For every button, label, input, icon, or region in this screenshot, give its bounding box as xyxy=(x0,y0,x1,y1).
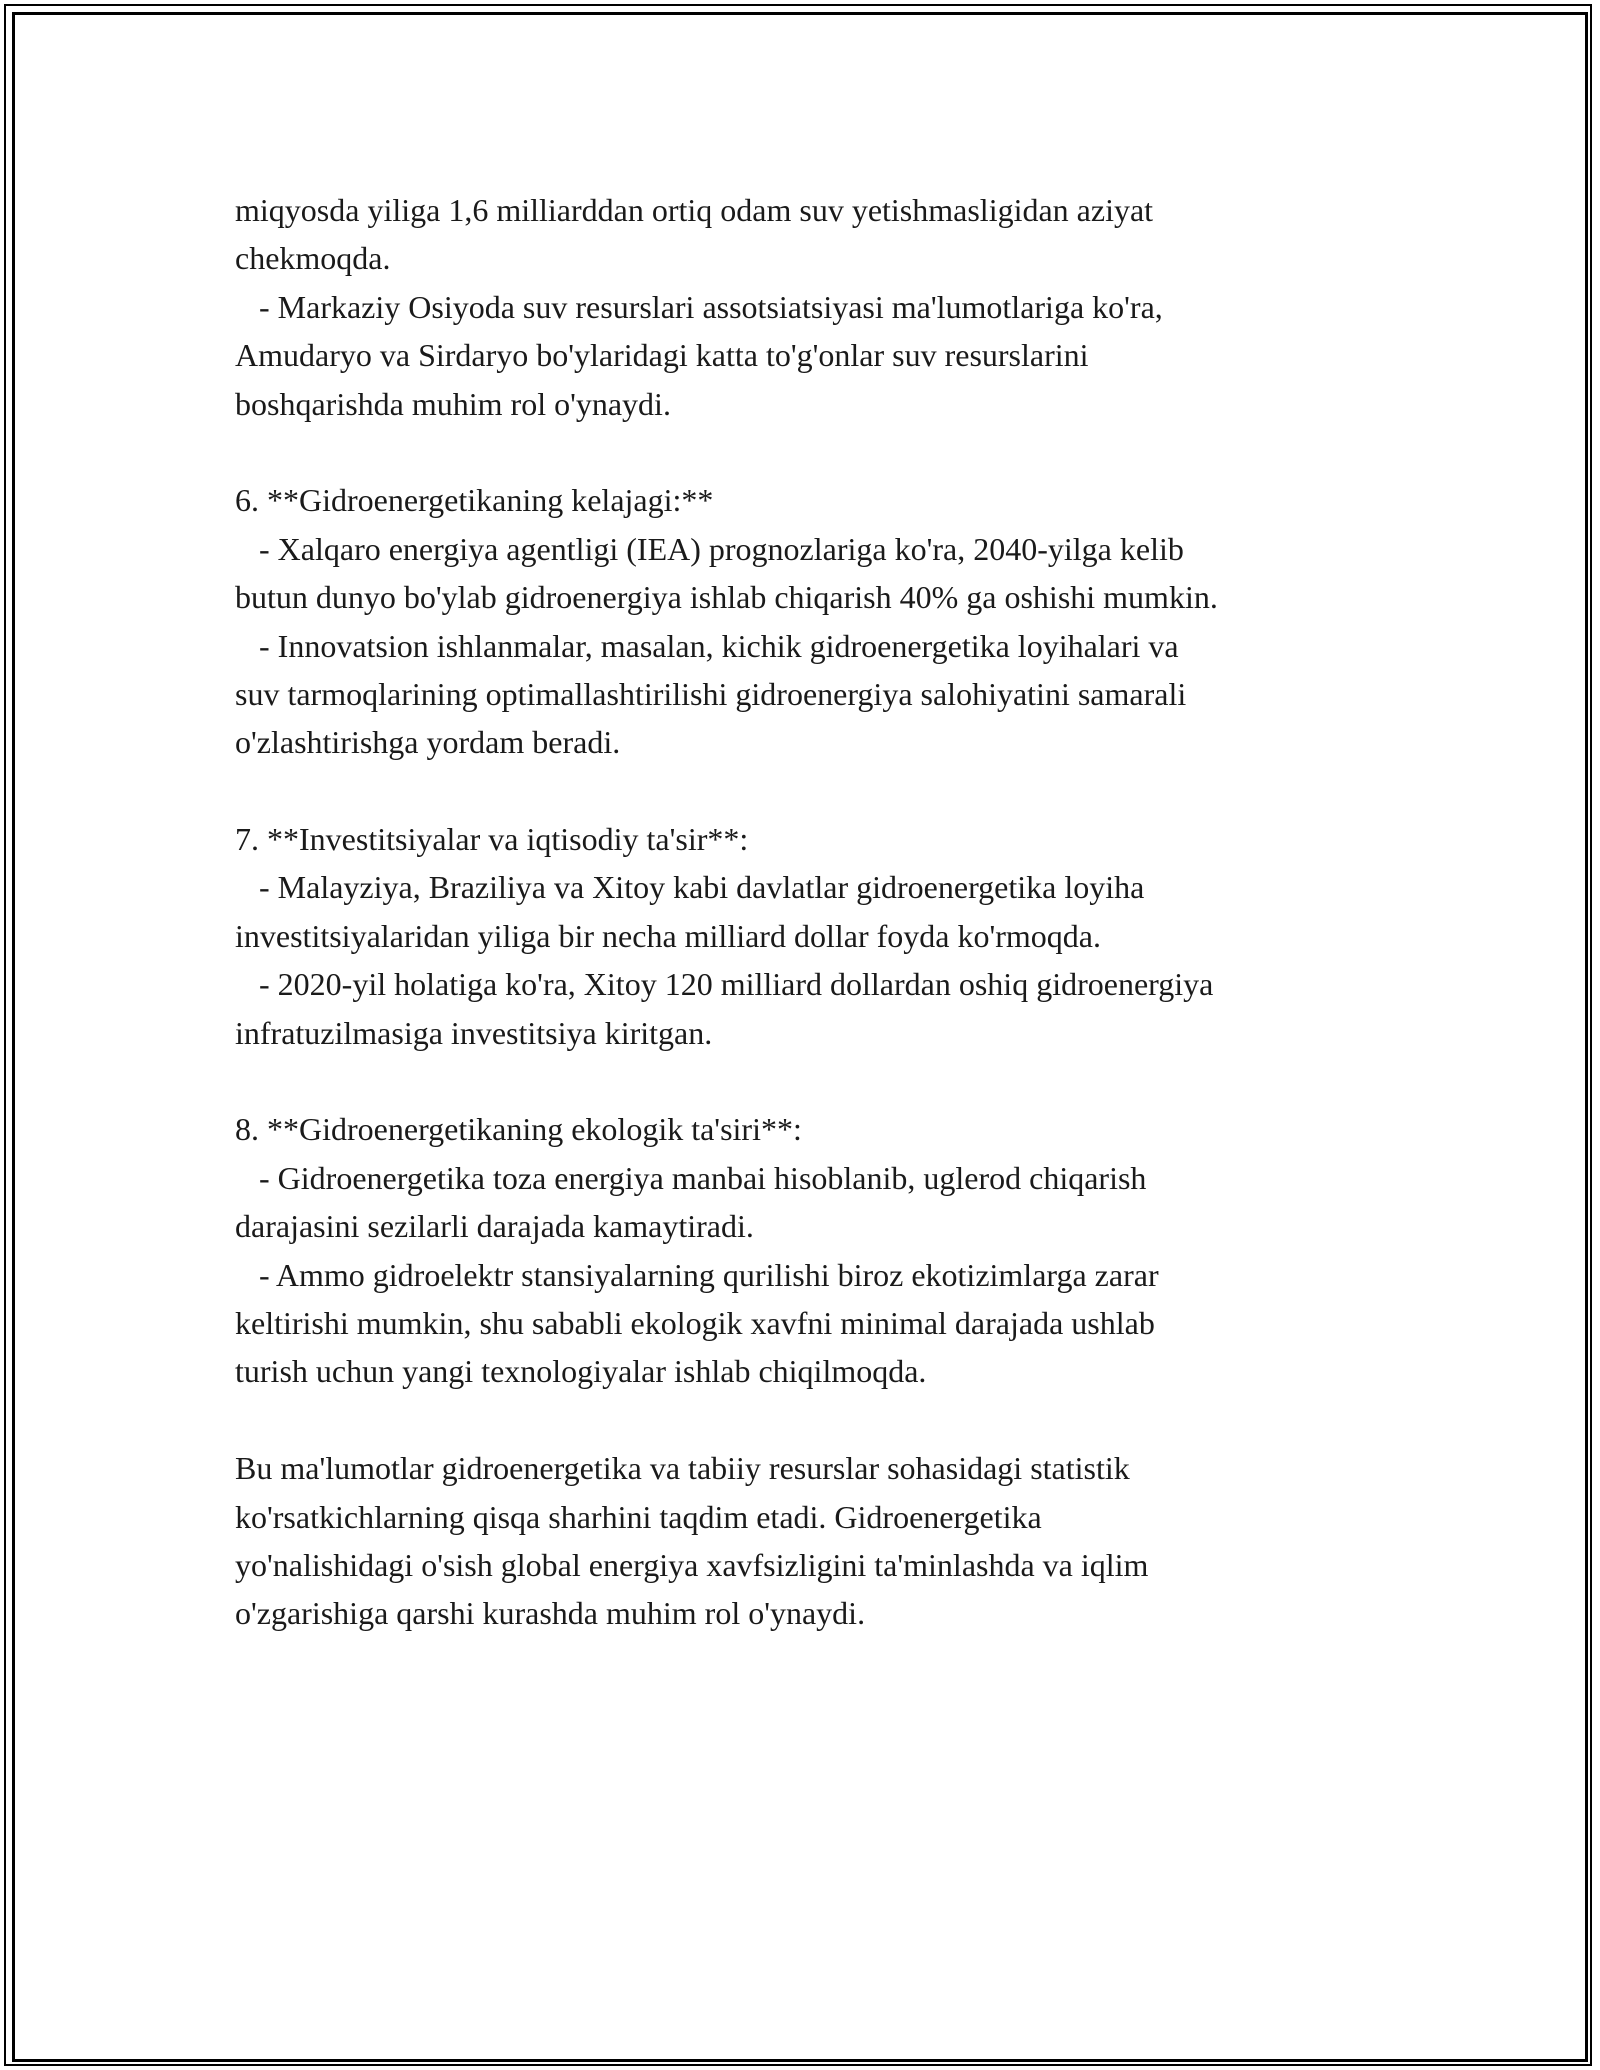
text-line: o'zlashtirishga yordam beradi. xyxy=(235,724,621,761)
text-line: keltirishi mumkin, shu sababli ekologik xavfni minimal darajada ushlab xyxy=(235,1304,1155,1341)
text-line: - Ammo gidroelektr stansiyalarning qurilishi biroz ekotizimlarga zarar xyxy=(235,1256,1159,1293)
intro-paragraph xyxy=(235,186,1415,428)
text-line: chekmoqda. xyxy=(235,240,391,277)
blank-line xyxy=(235,428,1415,476)
text-line: - Markaziy Osiyoda suv resurslari assotsiatsiyasi ma'lumotlariga ko'ra, xyxy=(235,288,1163,325)
text-line: darajasini sezilarli darajada kamaytiradi. xyxy=(235,1208,754,1245)
text-line: suv tarmoqlarining optimallashtirilishi gidroenergiya salohiyatini samarali xyxy=(235,675,1187,712)
text-line: - Malayziya, Braziliya va Xitoy kabi davlatlar gidroenergetika loyiha xyxy=(235,869,1145,906)
blank-line xyxy=(235,1396,1415,1444)
text-line: ko'rsatkichlarning qisqa sharhini taqdim etadi. Gidroenergetika xyxy=(235,1498,1042,1535)
text-line: yo'nalishidagi o'sish global energiya xavfsizligini ta'minlashda va iqlim xyxy=(235,1546,1149,1583)
section-heading: 7. **Investitsiyalar va iqtisodiy ta'sir**: xyxy=(235,821,749,858)
text-line: butun dunyo bo'ylab gidroenergiya ishlab chiqarish 40% ga oshishi mumkin. xyxy=(235,579,1218,616)
section-6 xyxy=(235,476,1415,766)
text-line: - Xalqaro energiya agentligi (IEA) prognozlariga ko'ra, 2040-yilga kelib xyxy=(235,530,1184,567)
blank-line xyxy=(235,1057,1415,1105)
document-body xyxy=(235,186,1415,1638)
text-line: infratuzilmasiga investitsiya kiritgan. xyxy=(235,1014,713,1051)
text-line: - Innovatsion ishlanmalar, masalan, kichik gidroenergetika loyihalari va xyxy=(235,627,1179,664)
text-line: turish uchun yangi texnologiyalar ishlab chiqilmoqda. xyxy=(235,1353,927,1390)
text-line: Amudaryo va Sirdaryo bo'ylaridagi katta to'g'onlar suv resurslarini xyxy=(235,337,1089,374)
blank-line xyxy=(235,767,1415,815)
text-line: boshqarishda muhim rol o'ynaydi. xyxy=(235,385,671,422)
text-line: - 2020-yil holatiga ko'ra, Xitoy 120 milliard dollardan oshiq gidroenergiya xyxy=(235,966,1214,1003)
text-line: - Gidroenergetika toza energiya manbai hisoblanib, uglerod chiqarish xyxy=(235,1159,1147,1196)
text-line: o'zgarishiga qarshi kurashda muhim rol o'ynaydi. xyxy=(235,1595,866,1632)
text-line: investitsiyalaridan yiliga bir necha milliard dollar foyda ko'rmoqda. xyxy=(235,917,1101,954)
conclusion-paragraph xyxy=(235,1444,1415,1638)
section-8 xyxy=(235,1105,1415,1395)
text-line: Bu ma'lumotlar gidroenergetika va tabiiy resurslar sohasidagi statistik xyxy=(235,1450,1130,1487)
section-heading: 8. **Gidroenergetikaning ekologik ta'siri**: xyxy=(235,1111,802,1148)
section-7 xyxy=(235,815,1415,1057)
section-heading: 6. **Gidroenergetikaning kelajagi:** xyxy=(235,482,714,519)
text-line: miqyosda yiliga 1,6 milliarddan ortiq odam suv yetishmasligidan aziyat xyxy=(235,192,1154,228)
